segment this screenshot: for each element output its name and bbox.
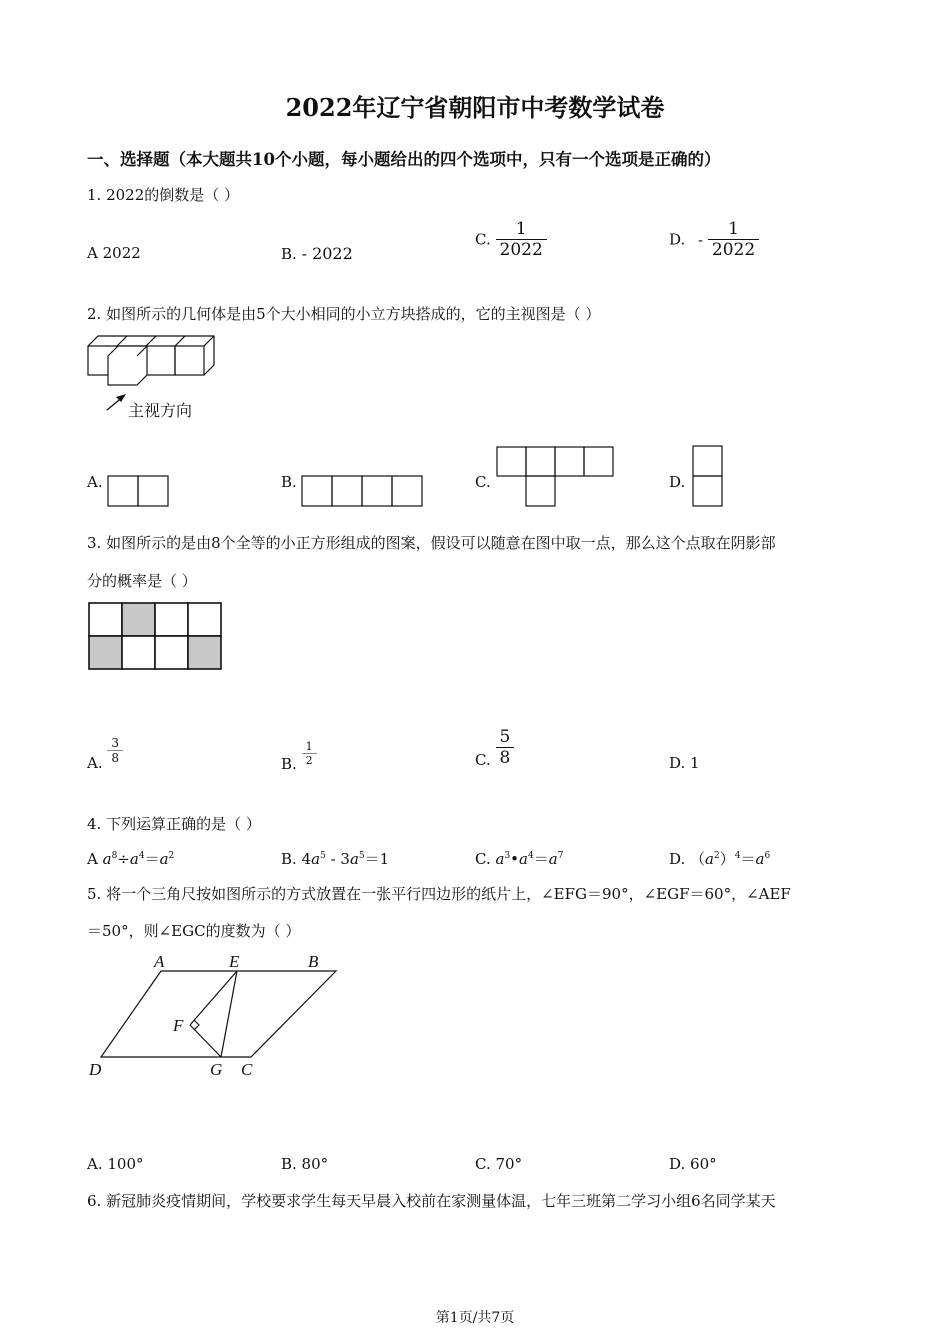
q4-option-b: [281, 848, 389, 869]
q4-option-c-label: C.: [475, 850, 496, 868]
label-b: B: [308, 952, 319, 971]
right-angle-mark: [194, 1020, 199, 1030]
q1-option-b: [281, 244, 353, 263]
q1-option-b-label: B.: [281, 245, 297, 263]
page-title: 2022年辽宁省朝阳市中考数学试卷: [285, 93, 665, 122]
q3-c-numerator: 5: [499, 727, 511, 747]
q3-option-c: [475, 727, 514, 768]
label-a: A: [154, 952, 165, 971]
grid-cell-shaded: [89, 636, 122, 669]
q4-option-c: [475, 848, 563, 869]
segment-ef: [190, 971, 237, 1025]
q3-option-a: [87, 736, 123, 772]
q1-d-numerator: 1: [728, 219, 739, 239]
q3-option-c-fraction: [496, 727, 515, 768]
q4-option-c-expression: $a^3•a^4=a^7$: [495, 850, 564, 868]
q1-option-c: [475, 219, 547, 260]
question-6-stem: 6. 新冠肺炎疫情期间，学校要求学生每天早晨入校前在家测量体温，七年三班第二学习小组6名同学某天: [87, 1192, 776, 1210]
q4-option-a: [87, 848, 174, 869]
q4-option-d-label: D.: [669, 850, 691, 868]
q1-c-denominator: 2022: [496, 239, 547, 260]
q4-option-a-label: A: [87, 850, 103, 868]
q3-option-b-fraction: [302, 740, 317, 767]
q3-option-d: D. 1: [669, 754, 700, 772]
question-3-stem-line2: 分的概率是（ ）: [87, 572, 197, 590]
q3-b-numerator: 1: [305, 740, 313, 753]
label-f: F: [173, 1016, 184, 1035]
q2-option-c-label: C.: [475, 473, 491, 491]
q2-option-d-label: D.: [669, 473, 686, 491]
question-5-stem-line2: ＝50°，则∠EGC的度数为（ ）: [87, 922, 301, 940]
q1-option-a: A 2022: [87, 244, 141, 262]
q5-option-a: A. 100°: [87, 1155, 144, 1173]
q1-option-d-label: D.: [669, 230, 686, 249]
q3-option-b-label: B.: [281, 754, 297, 773]
q4-option-b-expression: $4a^5 - 3a^5=1$: [301, 850, 390, 868]
question-5-stem-line1: 5. 将一个三角尺按如图所示的方式放置在一张平行四边形的纸片上，∠EFG＝90°，∠EGF＝60°，∠AEF: [87, 885, 791, 903]
grid-cell-shaded: [188, 636, 221, 669]
q5-parallelogram-figure: [86, 950, 346, 1080]
q4-option-b-label: B.: [281, 850, 302, 868]
grid-cell: [155, 603, 188, 636]
q3-option-c-label: C.: [475, 750, 491, 769]
grid-cell: [89, 603, 122, 636]
q2-option-a-figure: [107, 475, 171, 507]
q1-c-numerator: 1: [515, 219, 527, 239]
label-e: E: [229, 952, 240, 971]
grid-cell: [188, 603, 221, 636]
q4-option-d-expression: $(a^2)^4=a^6$: [690, 850, 771, 868]
q3-c-denominator: 8: [496, 747, 515, 768]
q5-option-c: C. 70°: [475, 1155, 523, 1173]
q2-option-d-figure: [692, 445, 724, 509]
q2-option-b-label: B.: [281, 473, 297, 491]
label-c: C: [241, 1060, 253, 1079]
q2-option-c-figure: [496, 446, 616, 508]
label-g: G: [210, 1060, 223, 1079]
question-3-stem-line1: 3. 如图所示的是由8个全等的小正方形组成的图案，假设可以随意在图中取一点，那么这个点取在阴影部: [87, 534, 776, 552]
question-4-stem: 4. 下列运算正确的是（ ）: [87, 815, 261, 833]
q3-option-a-label: A.: [87, 753, 103, 772]
q2-option-a-label: A.: [87, 473, 103, 491]
view-direction-arrow-icon: [104, 391, 130, 413]
q1-option-d-fraction: [708, 219, 759, 260]
label-d: D: [89, 1060, 102, 1079]
segment-eg: [221, 971, 237, 1057]
q2-option-b-figure: [301, 475, 425, 507]
page-footer: 第1页/共7页: [435, 1310, 515, 1326]
parallelogram-abcd: [101, 971, 336, 1057]
q3-a-denominator: 8: [107, 750, 123, 765]
grid-cell-shaded: [122, 603, 155, 636]
question-2-stem: 2. 如图所示的几何体是由5个大小相同的小立方块搭成的，它的主视图是（ ）: [87, 305, 601, 323]
question-1-stem: 1. 2022的倒数是（ ）: [87, 186, 240, 204]
q1-option-c-label: C.: [475, 230, 491, 249]
view-direction-label: 主视方向: [128, 401, 193, 420]
q1-option-c-fraction: [496, 219, 547, 260]
q2-solid-figure: [86, 334, 226, 394]
q1-option-d-sign: -: [698, 230, 704, 249]
q3-b-denominator: 2: [302, 753, 317, 767]
q1-option-d: [669, 219, 759, 260]
q1-d-denominator: 2022: [708, 239, 759, 260]
q5-option-d: D. 60°: [669, 1155, 717, 1173]
q3-option-a-fraction: [107, 736, 123, 765]
q3-a-numerator: 3: [111, 736, 120, 750]
q4-option-a-expression: $a^8\div a^4=a^2$: [102, 850, 175, 868]
q3-option-b: [281, 740, 317, 773]
q5-option-b: B. 80°: [281, 1155, 329, 1173]
section-heading: 一、选择题（本大题共10个小题，每小题给出的四个选项中，只有一个选项是正确的）: [87, 150, 721, 169]
q1-option-b-value: - 2022: [301, 244, 353, 263]
grid-cell: [122, 636, 155, 669]
grid-cell: [155, 636, 188, 669]
q3-square-grid: [88, 602, 224, 670]
q4-option-d: [669, 848, 770, 869]
